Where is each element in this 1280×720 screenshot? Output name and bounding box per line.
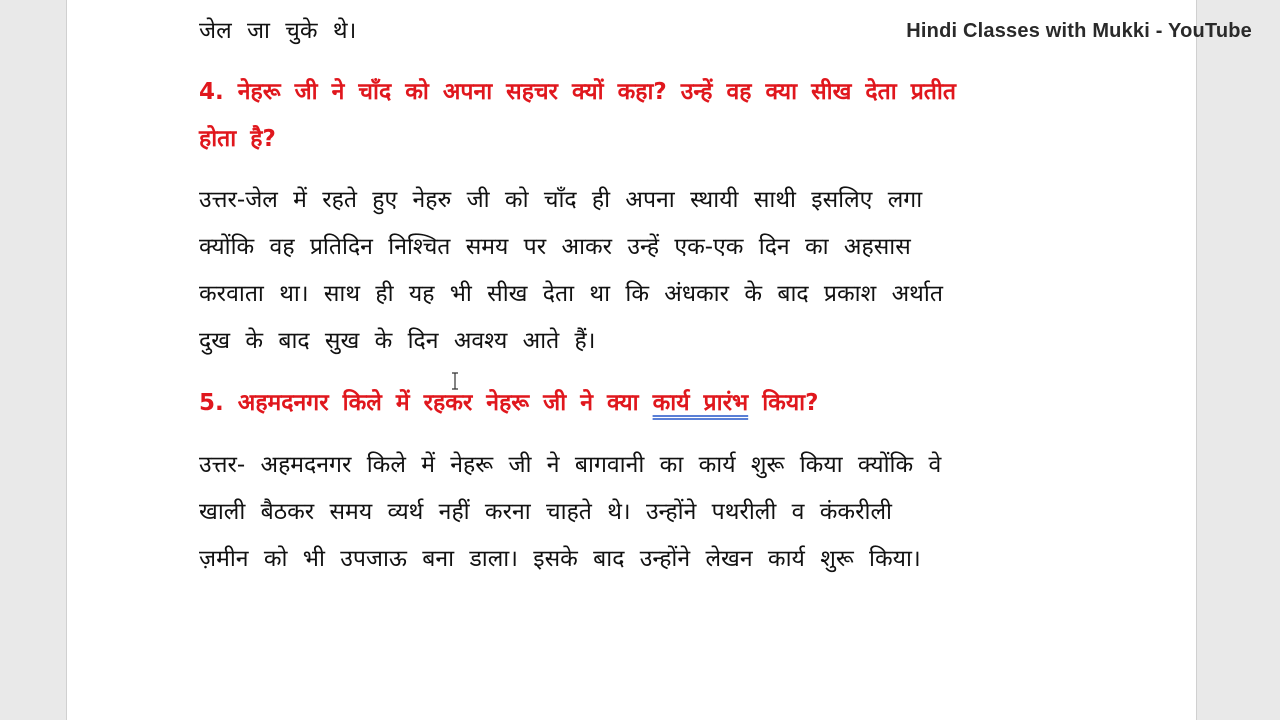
question-line [199,380,1049,427]
question-4 [199,69,1049,163]
answer-line: क्योंकि वह प्रतिदिन निश्चित समय पर आकर उन्हें एक-एक दिन का अहसास [199,234,911,260]
question-prefix: 5. अहमदनगर किले में रहकर नेहरू जी ने क्या [199,390,653,416]
answer-line: ज़मीन को भी उपजाऊ बना डाला। इसके बाद उन्होंने लेखन कार्य शुरू किया। [199,546,921,572]
channel-watermark: Hindi Classes with Mukki - YouTube [906,20,1252,42]
answer-line: दुख के बाद सुख के दिन अवश्य आते हैं। [199,328,596,354]
answer-line: खाली बैठकर समय व्यर्थ नहीं करना चाहते थे। उन्होंने पथरीली व कंकरीली [199,499,893,525]
question-5 [199,380,1049,427]
answer-line: करवाता था। साथ ही यह भी सीख देता था कि अंधकार के बाद प्रकाश अर्थात [199,281,943,307]
previous-answer-tail [199,8,1049,55]
text-cursor-icon [450,372,460,390]
spellcheck-underlined-text[interactable]: कार्य प्रारंभ [652,390,749,416]
text-line: जेल जा चुके थे। [199,18,357,44]
answer-5 [199,442,1049,583]
right-gutter [1197,0,1280,720]
question-line: 4. नेहरू जी ने चाँद को अपना सहचर क्यों कहा? उन्हें वह क्या सीख देता प्रतीत [199,79,956,105]
question-suffix: किया? [748,390,819,416]
answer-line: उत्तर-जेल में रहते हुए नेहरु जी को चाँद ही अपना स्थायी साथी इसलिए लगा [199,187,923,213]
answer-4 [199,177,1049,365]
left-gutter [0,0,66,720]
question-line: होता है? [199,126,276,152]
answer-line: उत्तर- अहमदनगर किले में नेहरू जी ने बागवानी का कार्य शुरू किया क्योंकि वे [199,452,942,478]
